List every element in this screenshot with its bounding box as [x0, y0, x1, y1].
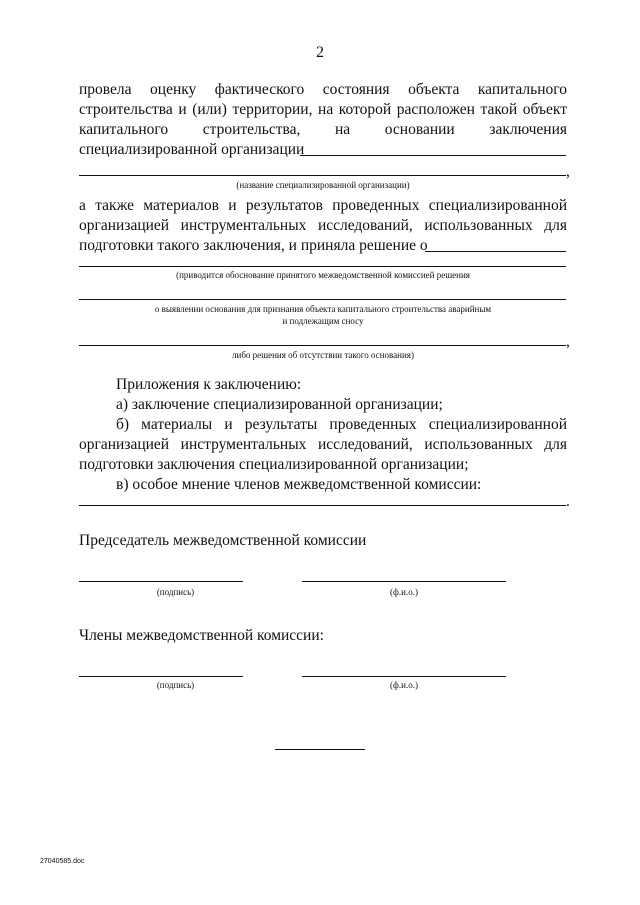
org-name-blank-1 [300, 155, 566, 156]
members-signature-line [79, 676, 243, 677]
chairman-name-caption: (ф.и.о.) [390, 587, 418, 597]
members-label: Члены межведомственной комиссии: [79, 627, 324, 644]
comma-1: , [566, 163, 570, 180]
decision-blank-1 [425, 251, 566, 252]
caption-org-name: (название специализированной организации) [236, 180, 410, 190]
footer-doc-name: 27040585.doc [40, 858, 85, 865]
members-name-line [302, 676, 506, 677]
decision-blank-4 [79, 345, 566, 346]
end-separator [275, 749, 365, 750]
chairman-name-line [302, 581, 506, 582]
attachment-item-b-line1: б) материалы и результаты проведенных специализированной [116, 416, 567, 433]
attachments-heading: Приложения к заключению: [116, 376, 302, 393]
members-signature-caption: (подпись) [156, 680, 195, 690]
caption-absence: либо решения об отсутствии такого основания) [232, 350, 414, 360]
attachment-item-b-line2: организацией инструментальных исследований, использованных для [79, 436, 567, 453]
members-name-caption: (ф.и.о.) [390, 680, 418, 690]
paragraph2-line3: подготовки такого заключения, и приняла решение о [79, 237, 428, 254]
paragraph1-line1: провела оценку фактического состояния объекта капитального [79, 81, 567, 98]
period-mark: . [566, 493, 570, 510]
caption-grounds-line1: о выявлении основания для признания объекта капитального строительства аварийным [154, 304, 492, 314]
paragraph1-line4: специализированной организации [79, 141, 305, 158]
paragraph2-line1: а также материалов и результатов проведенных специализированной [79, 197, 567, 214]
special-opinion-blank [79, 505, 566, 506]
caption-grounds-line2: и подлежащим сносу [282, 316, 364, 326]
paragraph2-line2: организацией инструментальных исследований, использованных для [79, 217, 567, 234]
attachment-item-c: в) особое мнение членов межведомственной комиссии: [116, 476, 482, 493]
chairman-signature-caption: (подпись) [156, 587, 195, 597]
paragraph1-line2: строительства и (или) территории, на которой расположен такой объект [79, 101, 567, 118]
decision-blank-3 [79, 299, 566, 300]
attachment-item-b-line3: подготовки заключения специализированной организации; [79, 456, 469, 473]
chairman-label: Председатель межведомственной комиссии [79, 532, 367, 549]
caption-justification: (приводится обоснование принятого межведомственной комиссией решения [176, 270, 470, 280]
paragraph1-line3: капитального строительства, на основании заключения [79, 121, 567, 138]
comma-2: , [566, 333, 570, 350]
chairman-signature-line [79, 581, 243, 582]
org-name-blank-2 [79, 175, 566, 176]
attachment-item-a: а) заключение специализированной организации; [116, 396, 443, 413]
page-number: 2 [316, 44, 324, 61]
decision-blank-2 [79, 266, 566, 267]
